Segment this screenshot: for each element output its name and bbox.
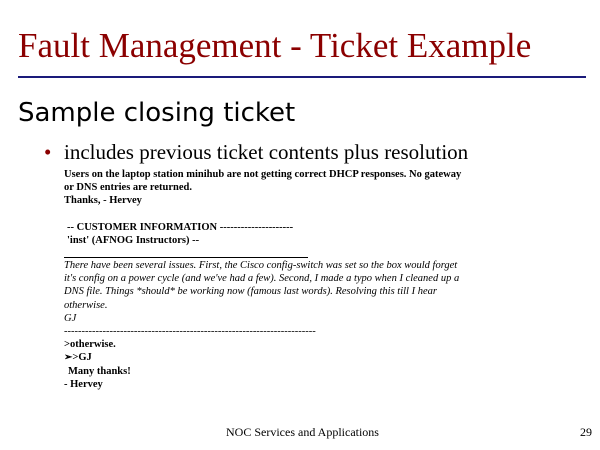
slide-subtitle: Sample closing ticket	[18, 98, 296, 128]
ticket-divider	[64, 257, 308, 258]
resolution-line: DNS file. Things *should* be working now (famous last words). Resolving this till I hear	[64, 286, 437, 298]
bullet-text: includes previous ticket contents plus resolution	[64, 140, 469, 164]
slide-title: Fault Management - Ticket Example	[18, 26, 532, 65]
title-divider	[18, 76, 586, 78]
resolution-line: it's config on a power cycle (and we've had a few). Second, I made a typo when I cleaned up a	[64, 273, 460, 285]
customer-info-line: 'inst' (AFNOG Instructors) --	[67, 234, 200, 246]
bullet-icon: •	[44, 140, 52, 164]
arrow-bullet-icon: ➢	[64, 352, 73, 364]
ticket-body	[64, 168, 584, 391]
bullet-item	[44, 140, 468, 165]
page-number: 29	[580, 425, 592, 439]
separator-line: ------------------------------------------------------------------------	[64, 326, 316, 338]
reply-gj-line: ➢>GJ	[64, 352, 92, 364]
reply-sign-line: - Hervey	[64, 378, 103, 390]
footer-text: NOC Services and Applications	[226, 425, 379, 439]
reply-quote-line: >otherwise.	[64, 339, 116, 351]
reply-thanks-line: Many thanks!	[68, 365, 131, 377]
ticket-header-line: or DNS entries are returned.	[64, 182, 193, 194]
ticket-header-line: Users on the laptop station minihub are not getting correct DHCP responses. No gateway	[64, 169, 462, 180]
resolution-line: otherwise.	[64, 299, 108, 311]
resolution-line: There have been several issues. First, the Cisco config-switch was set so the box would forget	[64, 260, 458, 272]
resolution-line: GJ	[64, 312, 77, 324]
customer-info-line: -- CUSTOMER INFORMATION ---------------------	[67, 221, 294, 233]
ticket-header-line: Thanks, - Hervey	[64, 195, 142, 207]
